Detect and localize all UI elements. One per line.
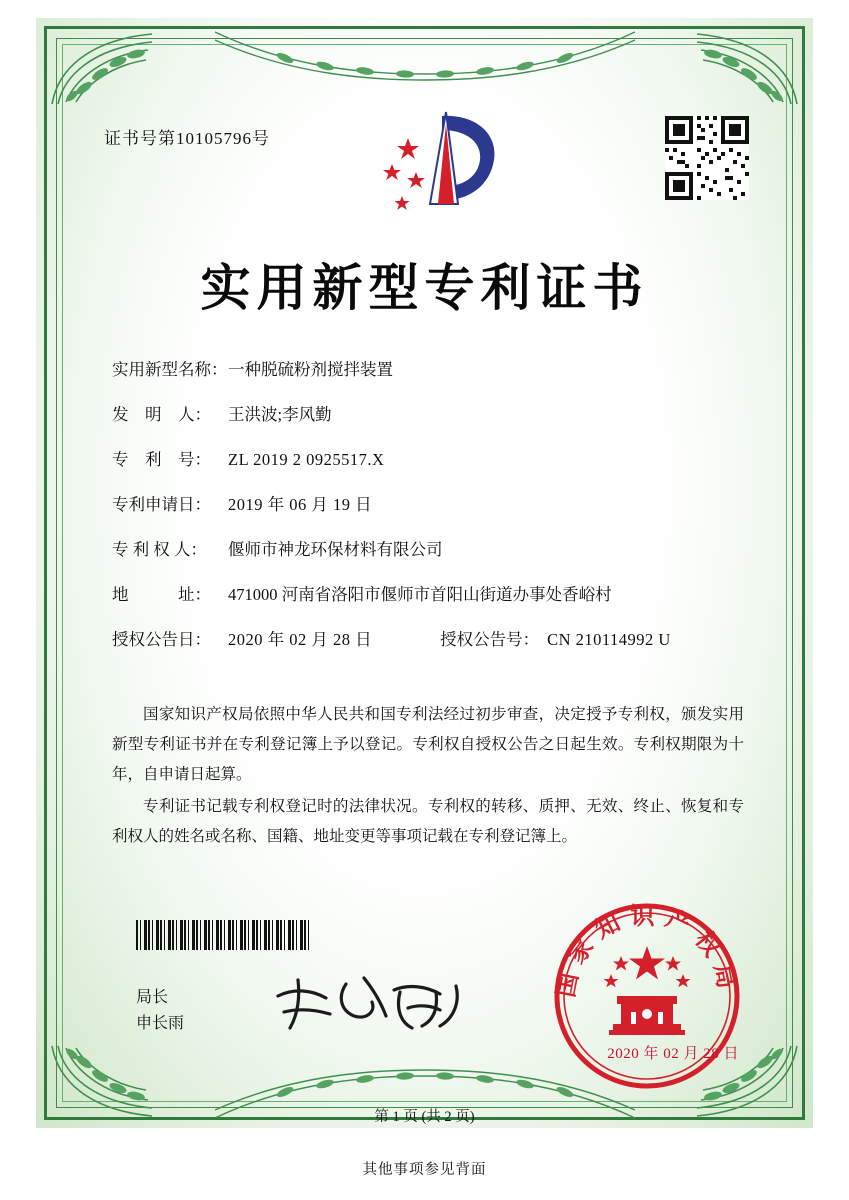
barcode [136,920,310,950]
back-side-note: 其他事项参见背面 [362,1162,487,1178]
field-row-inventor [112,401,752,425]
cnipa-logo-icon [372,108,512,220]
field-value-grant-number: CN 210114992 U [547,630,671,649]
field-label: 发 明 人： [112,405,211,424]
svg-text:国家知识产权局: 国家知识产权局 [551,901,743,1000]
certificate-number: 证书号第10105796号 [104,129,270,148]
field-row-application-date [112,491,752,515]
field-value: 2019 年 06 月 19 日 [228,495,373,514]
field-row-grant-announcement [112,626,752,650]
official-seal [551,900,743,1092]
page-indicator: 第 1 页 (共 2 页) [374,1109,475,1125]
field-value: 王洪波;李风勤 [228,405,332,424]
field-label: 专 利 权 人： [112,540,207,559]
field-value: 471000 河南省洛阳市偃师市首阳山街道办事处香峪村 [228,585,612,604]
handwritten-signature-icon [268,968,468,1038]
top-garland-ornament-icon [215,24,635,82]
field-row-address [112,581,752,605]
paragraph-2: 专利证书记载专利权登记时的法律状况。专利权的转移、质押、无效、终止、恢复和专利权人的姓名或名称、国籍、地址变更等事项记载在专利登记簿上。 [112,798,744,845]
qr-code [665,116,749,200]
body-text [112,700,744,854]
field-label: 专利申请日： [112,495,211,514]
signature-title-label: 局长 [136,989,169,1006]
field-label: 地 址： [112,585,211,604]
seal-date: 2020 年 02 月 28 日 [607,1046,739,1062]
field-row-utility-model-name [112,356,752,380]
field-label-grant-date: 授权公告日： [112,630,211,649]
signature-name: 申长雨 [136,1015,185,1032]
signature-block [136,985,184,1037]
field-row-patent-number [112,446,752,470]
field-label: 专 利 号： [112,450,211,469]
page-title: 实用新型专利证书 [200,258,649,317]
paragraph-1: 国家知识产权局依照中华人民共和国专利法经过初步审查，决定授予专利权，颁发实用新型专利证书并在专利登记簿上予以登记。专利权自授权公告之日起生效。专利权期限为十年，自申请日起算。 [112,706,744,783]
field-label: 实用新型名称： [112,360,228,379]
field-value: 偃师市神龙环保材料有限公司 [228,540,443,559]
field-label-grant-number: 授权公告号： [440,630,540,649]
field-row-patentee [112,536,752,560]
field-value: ZL 2019 2 0925517.X [228,450,385,469]
field-value-grant-date: 2020 年 02 月 28 日 [228,630,373,649]
field-list [112,356,752,671]
field-value: 一种脱硫粉剂搅拌装置 [228,360,393,379]
